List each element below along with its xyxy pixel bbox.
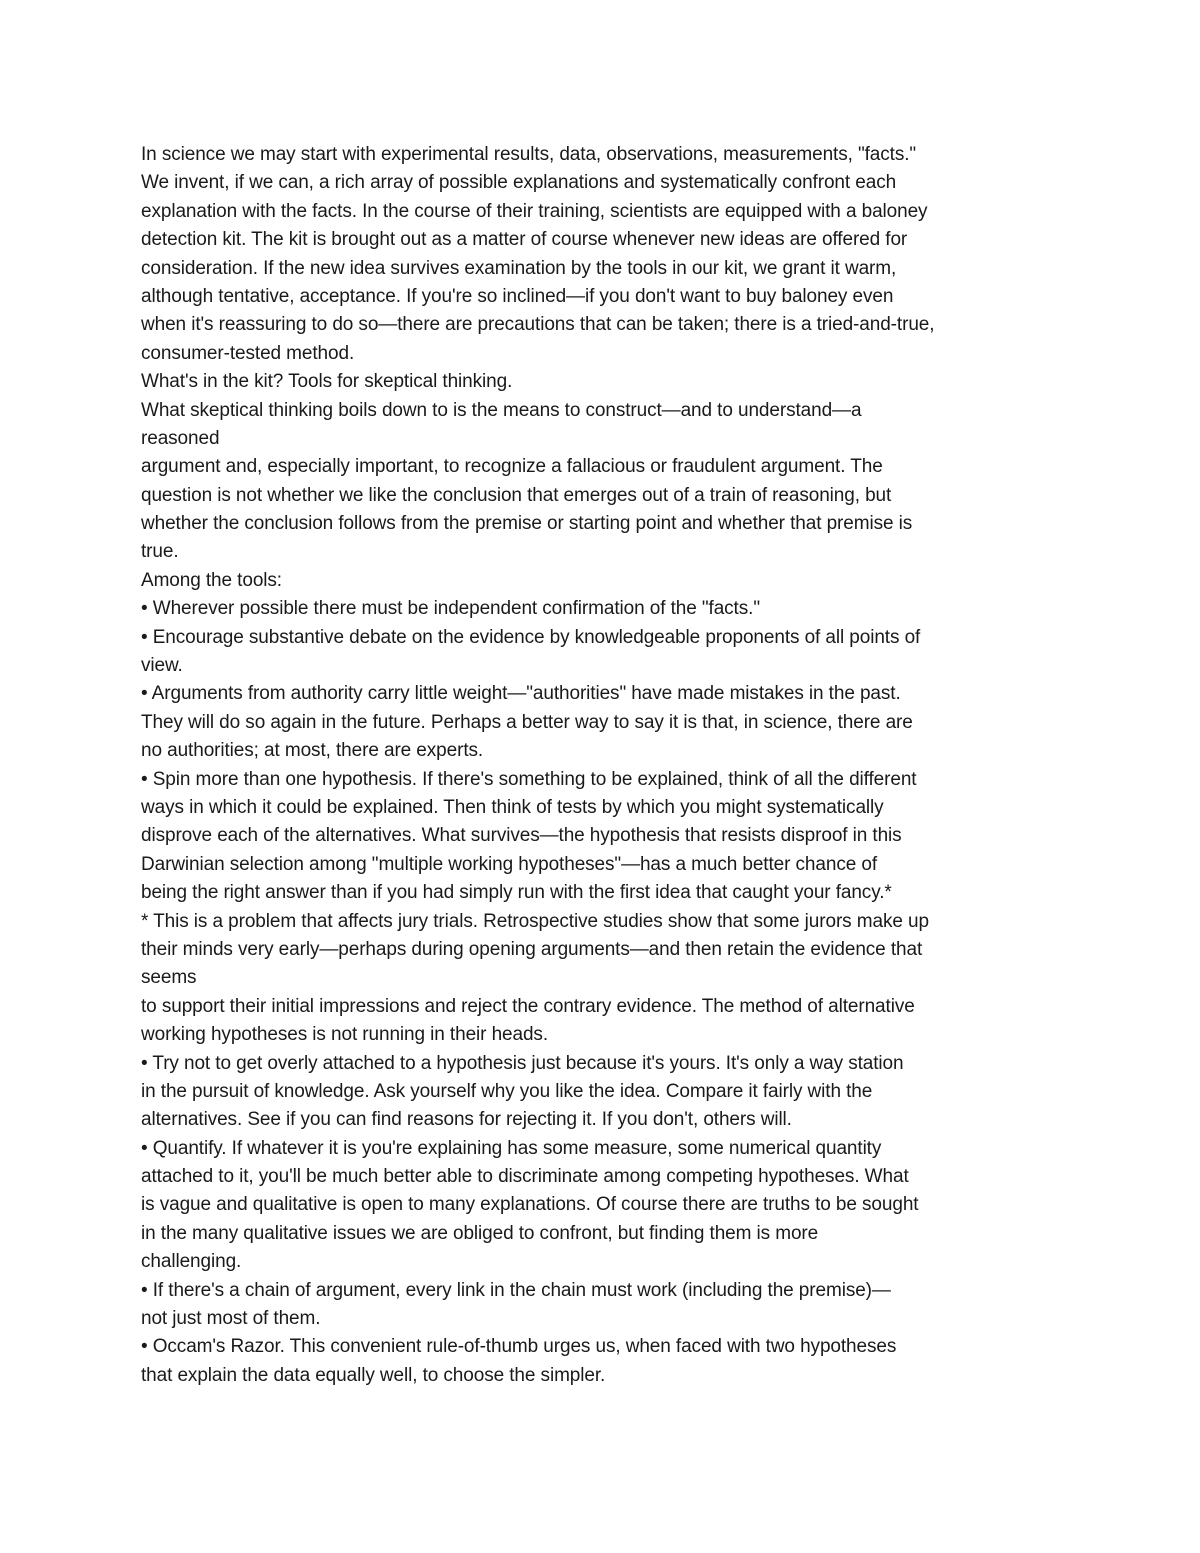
text-line: working hypotheses is not running in their heads. bbox=[141, 1024, 549, 1046]
text-line: In science we may start with experimental results, data, observations, measurements, "facts." bbox=[141, 144, 917, 165]
text-line: detection kit. The kit is brought out as a matter of course whenever new ideas are offered for bbox=[141, 229, 908, 251]
text-line: What skeptical thinking boils down to is the means to construct—and to understand—a bbox=[141, 399, 862, 421]
text-line: not just most of them. bbox=[141, 1308, 321, 1330]
text-line: is vague and qualitative is open to many explanations. Of course there are truths to be sought bbox=[141, 1194, 919, 1216]
text-line: consideration. If the new idea survives examination by the tools in our kit, we grant it warm, bbox=[141, 257, 897, 279]
text-line: true. bbox=[141, 541, 179, 563]
text-line: view. bbox=[141, 655, 183, 677]
text-line: • If there's a chain of argument, every link in the chain must work (including the premise)— bbox=[141, 1279, 891, 1301]
text-line: • Occam's Razor. This convenient rule-of-thumb urges us, when faced with two hypotheses bbox=[141, 1336, 897, 1358]
text-line: consumer-tested method. bbox=[141, 342, 355, 364]
text-line: • Encourage substantive debate on the evidence by knowledgeable proponents of all points of bbox=[141, 626, 921, 648]
text-line: in the many qualitative issues we are obliged to confront, but finding them is more bbox=[141, 1222, 819, 1244]
text-line: • Wherever possible there must be independent confirmation of the "facts." bbox=[141, 598, 760, 620]
text-line: • Spin more than one hypothesis. If there's something to be explained, think of all the different bbox=[141, 768, 917, 790]
text-line: We invent, if we can, a rich array of possible explanations and systematically confront each bbox=[141, 172, 897, 194]
document-body bbox=[141, 141, 1071, 1390]
text-line: argument and, especially important, to recognize a fallacious or fraudulent argument. The bbox=[141, 456, 883, 478]
text-line: whether the conclusion follows from the premise or starting point and whether that premise is bbox=[141, 513, 913, 535]
text-line: reasoned bbox=[141, 427, 220, 449]
text-line: disprove each of the alternatives. What survives—the hypothesis that resists disproof in this bbox=[141, 825, 902, 847]
text-line: • Quantify. If whatever it is you're explaining has some measure, some numerical quantity bbox=[141, 1137, 882, 1159]
text-line: question is not whether we like the conclusion that emerges out of a train of reasoning, but bbox=[141, 484, 892, 506]
text-line: attached to it, you'll be much better able to discriminate among competing hypotheses. What bbox=[141, 1166, 909, 1188]
text-line: seems bbox=[141, 967, 197, 989]
text-line: in the pursuit of knowledge. Ask yourself why you like the idea. Compare it fairly with the bbox=[141, 1080, 873, 1102]
text-line: • Try not to get overly attached to a hypothesis just because it's yours. It's only a way station bbox=[141, 1052, 904, 1074]
text-line: explanation with the facts. In the course of their training, scientists are equipped with a baloney bbox=[141, 200, 928, 222]
text-line: • Arguments from authority carry little weight—"authorities" have made mistakes in the past. bbox=[141, 683, 901, 705]
text-line: ways in which it could be explained. Then think of tests by which you might systematically bbox=[141, 796, 884, 818]
text-line: Darwinian selection among "multiple working hypotheses"—has a much better chance of bbox=[141, 853, 878, 875]
text-line: their minds very early—perhaps during opening arguments—and then retain the evidence that bbox=[141, 938, 923, 960]
text-line: no authorities; at most, there are experts. bbox=[141, 740, 484, 762]
text-line: Among the tools: bbox=[141, 569, 282, 591]
text-line: being the right answer than if you had simply run with the first idea that caught your fancy.* bbox=[141, 882, 892, 904]
text-line: alternatives. See if you can find reasons for rejecting it. If you don't, others will. bbox=[141, 1109, 792, 1131]
text-line: although tentative, acceptance. If you're so inclined—if you don't want to buy baloney even bbox=[141, 285, 894, 307]
text-line: * This is a problem that affects jury trials. Retrospective studies show that some jurors make up bbox=[141, 910, 929, 932]
text-line: that explain the data equally well, to choose the simpler. bbox=[141, 1364, 606, 1386]
text-line: challenging. bbox=[141, 1251, 242, 1273]
text-line: What's in the kit? Tools for skeptical thinking. bbox=[141, 371, 513, 393]
text-line: to support their initial impressions and reject the contrary evidence. The method of alternative bbox=[141, 995, 915, 1017]
text-line: They will do so again in the future. Perhaps a better way to say it is that, in science, there are bbox=[141, 711, 913, 733]
text-line: when it's reassuring to do so—there are precautions that can be taken; there is a tried-and-true, bbox=[141, 314, 935, 336]
